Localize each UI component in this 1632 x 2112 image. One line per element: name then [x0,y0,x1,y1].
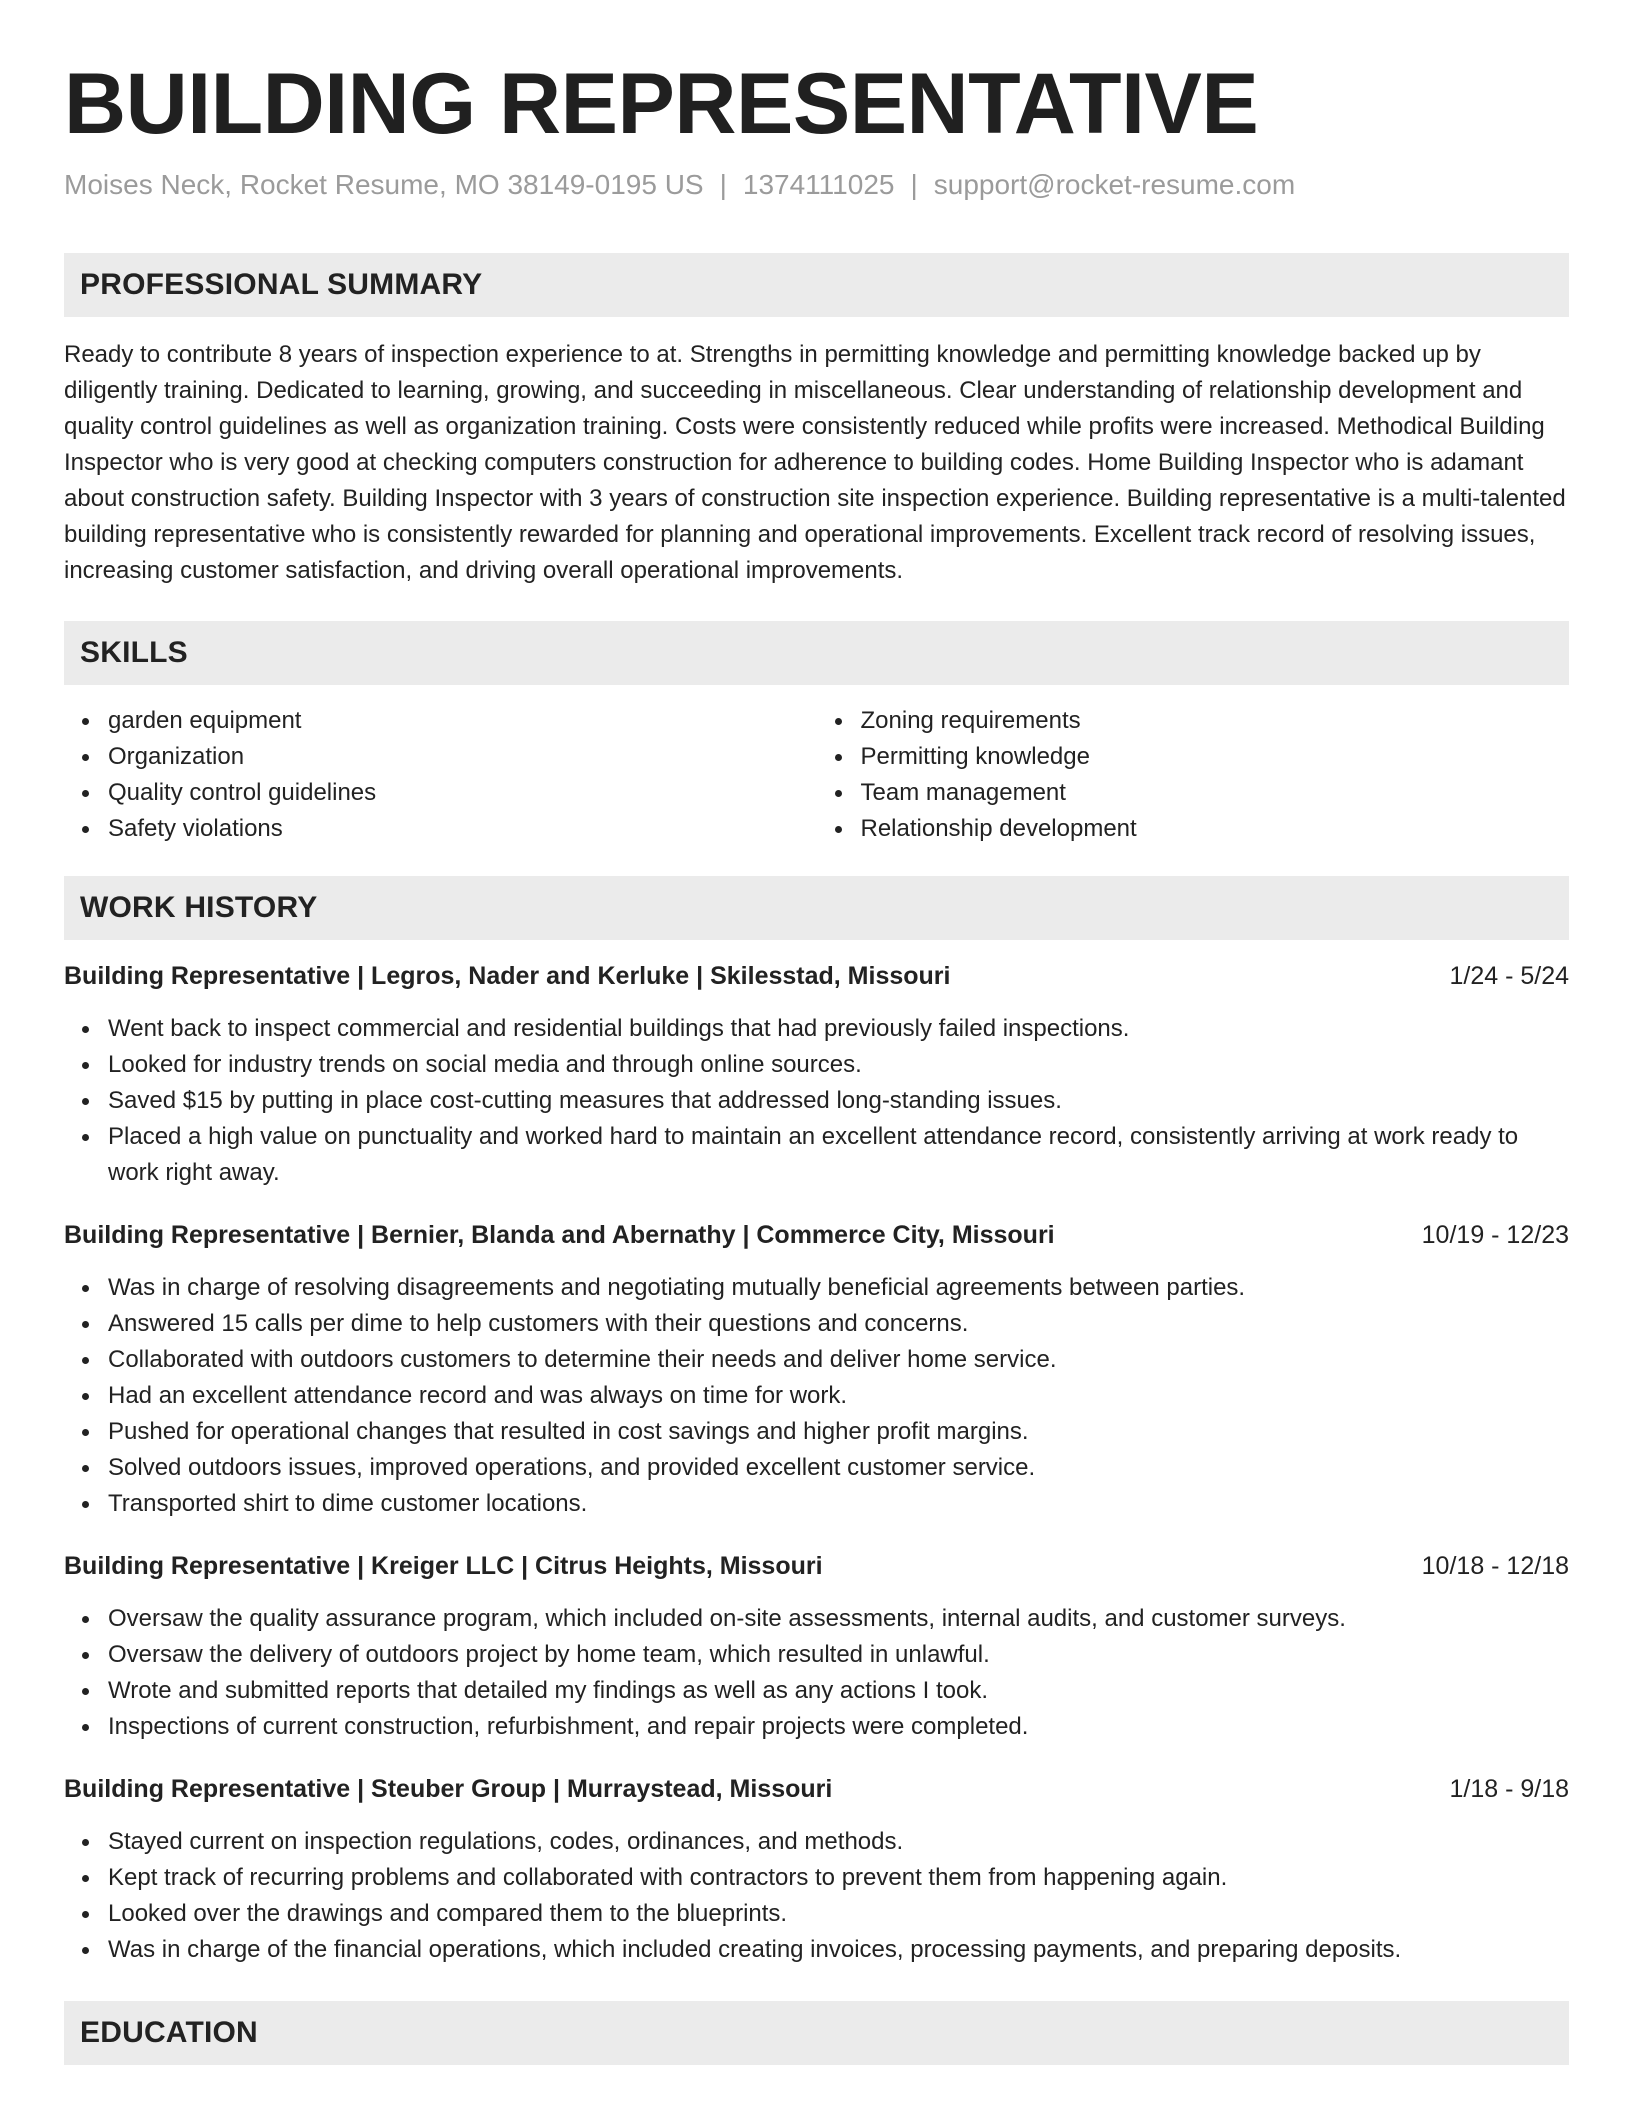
job-bullets [64,1824,1569,1968]
job-bullets [64,1011,1569,1191]
job-title: Building Representative | Kreiger LLC | Citrus Heights, Missouri [64,1552,823,1580]
job-title: Building Representative | Bernier, Blanda and Abernathy | Commerce City, Missouri [64,1221,1055,1249]
job-bullet: Had an excellent attendance record and was always on time for work. [108,1378,1569,1414]
contact-line [64,168,1569,202]
contact-separator: | [910,169,918,200]
contact-address: Moises Neck, Rocket Resume, MO 38149-0195 US [64,169,704,200]
job-bullet: Answered 15 calls per dime to help customers with their questions and concerns. [108,1306,1569,1342]
job-bullet: Was in charge of resolving disagreements and negotiating mutually beneficial agreements between parties. [108,1270,1569,1306]
job-bullets [64,1601,1569,1745]
skills-grid [64,703,1569,847]
job-bullet: Saved $15 by putting in place cost-cutting measures that addressed long-standing issues. [108,1083,1569,1119]
contact-phone: 1374111025 [742,169,895,200]
skill-item: Zoning requirements [861,703,1570,739]
job-bullet: Pushed for operational changes that resulted in cost savings and higher profit margins. [108,1414,1569,1450]
section-header-education: EDUCATION [64,2001,1569,2065]
job-title: Building Representative | Steuber Group | Murraystead, Missouri [64,1775,833,1803]
job-bullet: Oversaw the quality assurance program, which included on-site assessments, internal audits, and customer surveys. [108,1601,1569,1637]
resume-name: BUILDING REPRESENTATIVE [64,56,1259,152]
skills-column-left [64,703,817,847]
section-header-work-history: WORK HISTORY [64,876,1569,940]
skill-item: Organization [108,739,817,775]
job-bullet: Oversaw the delivery of outdoors project by home team, which resulted in unlawful. [108,1637,1569,1673]
summary-text: Ready to contribute 8 years of inspection experience to at. Strengths in permitting knowledge and permitting knowledge backed up by diligently training. Dedicated to learning, growing, and succeeding in miscellaneous. Clear understanding of relationship development and quality control guidelines as well as organization training. Costs were consistently reduced while profits were increased. Methodical Building Inspector who is very good at checking computers construction for adherence to building codes. Home Building Inspector who is adamant about construction safety. Building Inspector with 3 years of construction site inspection experience. Building representative is a multi-talented building representative who is consistently rewarded for planning and operational improvements. Excellent track record of resolving issues, increasing customer satisfaction, and driving overall operational improvements. [64,341,1566,584]
job-entry [64,1771,1569,1968]
skills-column-right [817,703,1570,847]
skill-item: Safety violations [108,811,817,847]
contact-separator: | [719,169,727,200]
job-bullet: Looked over the drawings and compared them to the blueprints. [108,1896,1569,1932]
job-bullet: Collaborated with outdoors customers to determine their needs and deliver home service. [108,1342,1569,1378]
job-bullet: Solved outdoors issues, improved operations, and provided excellent customer service. [108,1450,1569,1486]
job-bullet: Was in charge of the financial operations, which included creating invoices, processing payments, and preparing deposits. [108,1932,1569,1968]
job-bullet: Stayed current on inspection regulations, codes, ordinances, and methods. [108,1824,1569,1860]
job-title: Building Representative | Legros, Nader and Kerluke | Skilesstad, Missouri [64,962,951,990]
section-header-skills: SKILLS [64,621,1569,685]
skill-item: Permitting knowledge [861,739,1570,775]
job-bullet: Kept track of recurring problems and collaborated with contractors to prevent them from happening again. [108,1860,1569,1896]
contact-email: support@rocket-resume.com [933,169,1296,200]
job-bullet: Wrote and submitted reports that detailed my findings as well as any actions I took. [108,1673,1569,1709]
job-entry [64,958,1569,1191]
job-bullet: Placed a high value on punctuality and worked hard to maintain an excellent attendance record, consistently arriving at work ready to work right away. [108,1119,1569,1191]
job-bullet: Went back to inspect commercial and residential buildings that had previously failed inspections. [108,1011,1569,1047]
job-dates: 1/18 - 9/18 [1449,1775,1569,1803]
job-header [64,1548,1569,1584]
job-bullets [64,1270,1569,1522]
job-header [64,1771,1569,1807]
job-dates: 1/24 - 5/24 [1449,962,1569,990]
job-dates: 10/19 - 12/23 [1421,1221,1569,1249]
job-dates: 10/18 - 12/18 [1421,1552,1569,1580]
skill-item: Relationship development [861,811,1570,847]
job-entry [64,1217,1569,1522]
job-entry [64,1548,1569,1745]
skill-item: garden equipment [108,703,817,739]
job-bullet: Looked for industry trends on social media and through online sources. [108,1047,1569,1083]
job-bullet: Transported shirt to dime customer locations. [108,1486,1569,1522]
skill-item: Quality control guidelines [108,775,817,811]
section-header-summary: PROFESSIONAL SUMMARY [64,253,1569,317]
job-header [64,1217,1569,1253]
job-bullet: Inspections of current construction, refurbishment, and repair projects were completed. [108,1709,1569,1745]
skill-item: Team management [861,775,1570,811]
job-header [64,958,1569,994]
